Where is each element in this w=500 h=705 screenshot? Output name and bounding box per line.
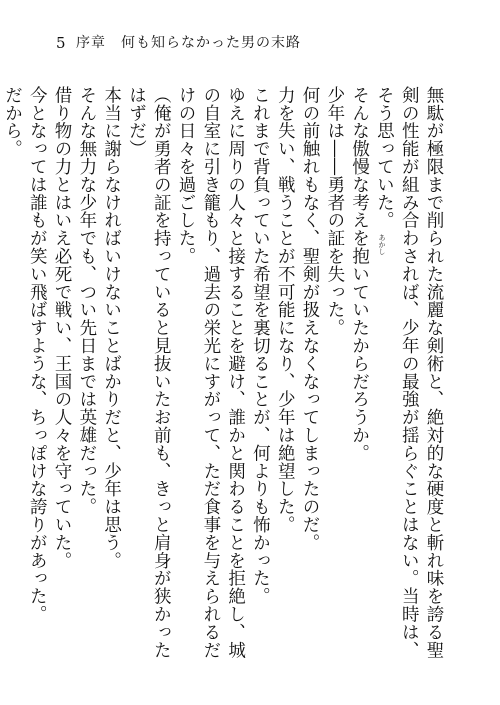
body-text	[2, 86, 446, 671]
running-head: 序章 何も知らなかった男の末路	[76, 35, 301, 51]
paragraph: （俺が勇者の証を持っていると見抜いたお前も、きっと肩身が狭かったはずだ）	[126, 86, 172, 659]
paragraph: そんな傲慢な考えを抱いていたからだろうか。	[349, 86, 370, 462]
paragraph: 無駄が極限まで削られた流麗な剣術と、絶対的な硬度と斬れ味を誇る聖剣の性能が組み合わされば、少年の最強が揺らぐことはない。当時は、そう思っていた。	[374, 86, 444, 659]
paragraph: だから。	[2, 86, 23, 158]
paragraph: ゆえに周りの人々と接することを避け、誰かと関わることを拒絶し、城の自室に引き籠もり、過去の栄光にすがって、ただ食事を与えられるだけの日々を過ごした。	[176, 86, 246, 659]
paragraph: 力を失い、戦うことが不可能になり、少年は絶望した。	[275, 86, 296, 534]
paragraph: これまで背負っていた希望を裏切ることが、何よりも怖かった。	[250, 86, 271, 606]
paragraph: 本当に謝らなければいけないことばかりだと、少年は思う。	[101, 86, 122, 570]
paragraph: 借り物の力とはいえ必死で戦い、王国の人々を守っていた。	[52, 86, 73, 570]
paragraph: 今となっては誰もが笑い飛ばすような、ちっぽけな誇りがあった。	[27, 86, 48, 623]
page-number: 5	[56, 34, 66, 52]
ruby-annotation: あかし	[378, 234, 386, 255]
paragraph: 少年は――勇者の証を失った。	[324, 86, 345, 337]
paragraph: そんな無力な少年でも、つい先日までは英雄だった。	[76, 86, 97, 516]
paragraph: 何の前触れもなく、聖剣が扱えなくなってしまったのだ。	[300, 86, 321, 552]
